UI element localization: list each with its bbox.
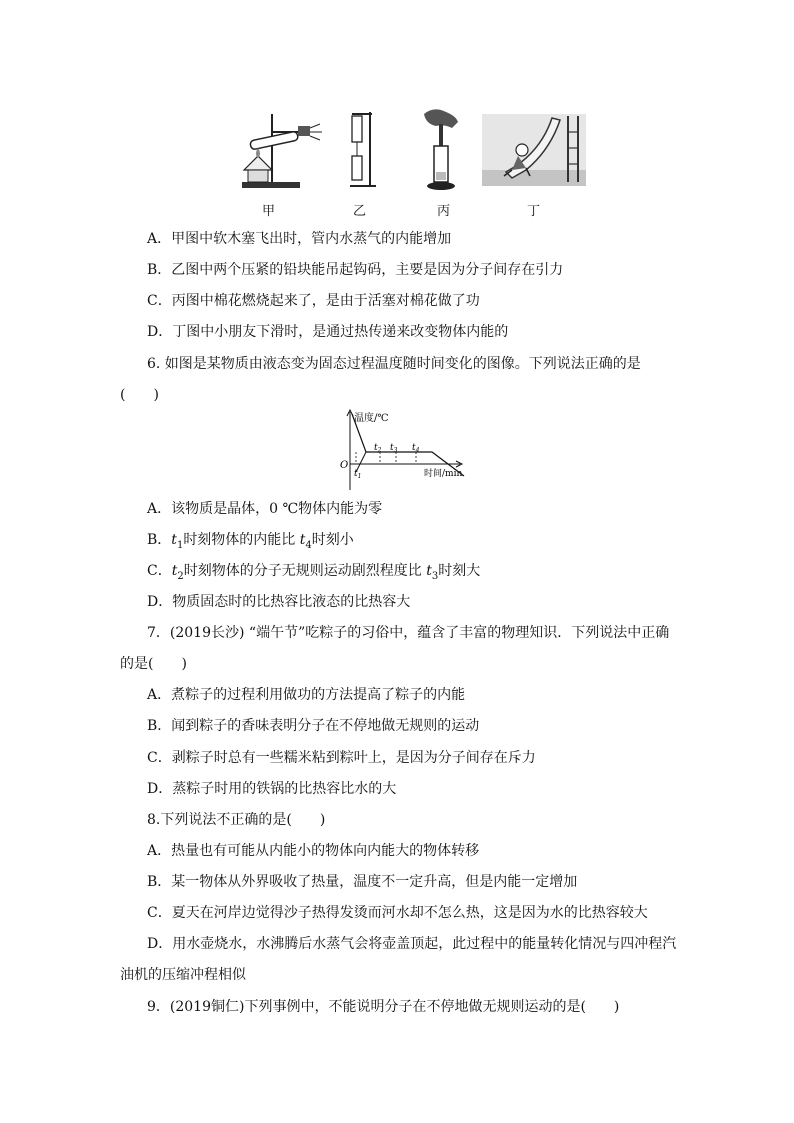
figure-yi-image <box>344 108 380 190</box>
q6-tick-t4: $t_4$ <box>412 443 420 454</box>
q7-option-c: C．剥粽子时总有一些糯米粘到粽叶上，是因为分子间存在斥力 <box>147 750 536 766</box>
q5-option-a: A．甲图中软木塞飞出时，管内水蒸气的内能增加 <box>147 231 452 247</box>
figure-caption-ding: 丁 <box>527 204 541 219</box>
figure-caption-yi: 乙 <box>353 204 367 219</box>
q8-option-d-cont: 油机的压缩冲程相似 <box>120 967 246 983</box>
q5-option-b: B．乙图中两个压紧的铅块能吊起钩码，主要是因为分子间存在引力 <box>147 262 564 278</box>
q8-stem: 8.下列说法不正确的是( ) <box>147 812 326 828</box>
figure-caption-bing: 丙 <box>437 204 451 219</box>
q8-option-b: B．某一物体从外界吸收了热量，温度不一定升高，但是内能一定增加 <box>147 874 578 890</box>
q9-stem: 9．(2019铜仁)下列事例中，不能说明分子在不停地做无规则运动的是( ) <box>147 999 620 1015</box>
q6-graph-origin: O <box>340 460 349 471</box>
figure-ding-image <box>482 114 586 186</box>
q6-tick-t2: $t_2$ <box>374 443 382 454</box>
q7-option-d: D．蒸粽子时用的铁锅的比热容比水的大 <box>147 781 397 797</box>
q8-option-a: A．热量也有可能从内能小的物体向内能大的物体转移 <box>147 843 480 859</box>
q8-option-d: D．用水壶烧水，水沸腾后水蒸气会将壶盖顶起，此过程中的能量转化情况与四冲程汽 <box>147 936 677 952</box>
q8-option-c: C．夏天在河岸边觉得沙子热得发烫而河水却不怎么热，这是因为水的比热容较大 <box>147 905 648 921</box>
q6-tick-t1: $t_1$ <box>354 469 362 480</box>
q6-graph-ylabel: 温度/℃ <box>354 413 389 424</box>
q6-tick-t3: $t_3$ <box>390 443 398 454</box>
q6-option-a: A．该物质是晶体，0 ℃物体内能为零 <box>147 501 383 517</box>
q6-paren: ( ) <box>120 387 159 403</box>
q6-option-c: C．$t_2$时刻物体的分子无规则运动剧烈程度比 $t_3$时刻大 <box>147 563 481 582</box>
q6-temperature-graph <box>336 408 476 490</box>
q7-option-a: A．煮粽子的过程利用做功的方法提高了粽子的内能 <box>147 687 466 703</box>
q6-graph-xlabel: 时间/min <box>424 469 463 479</box>
q7-stem-cont: 的是( ) <box>120 656 187 672</box>
q5-option-c: C．丙图中棉花燃烧起来了，是由于活塞对棉花做了功 <box>147 293 480 309</box>
q7-stem: 7．(2019长沙) “端午节”吃粽子的习俗中，蕴含了丰富的物理知识．下列说法中正确 <box>147 625 670 641</box>
q5-option-d: D．丁图中小朋友下滑时，是通过热传递来改变物体内能的 <box>147 324 509 340</box>
q7-option-b: B．闻到粽子的香味表明分子在不停地做无规则的运动 <box>147 718 480 734</box>
figure-jia-image <box>232 110 324 190</box>
q6-option-b: B．$t_1$时刻物体的内能比 $t_4$时刻小 <box>147 532 354 551</box>
figure-bing-image <box>418 106 464 192</box>
q6-option-d: D．物质固态时的比热容比液态的比热容大 <box>147 594 411 610</box>
figure-caption-jia: 甲 <box>262 204 276 219</box>
q6-stem: 6. 如图是某物质由液态变为固态过程温度随时间变化的图像。下列说法正确的是 <box>147 356 641 372</box>
